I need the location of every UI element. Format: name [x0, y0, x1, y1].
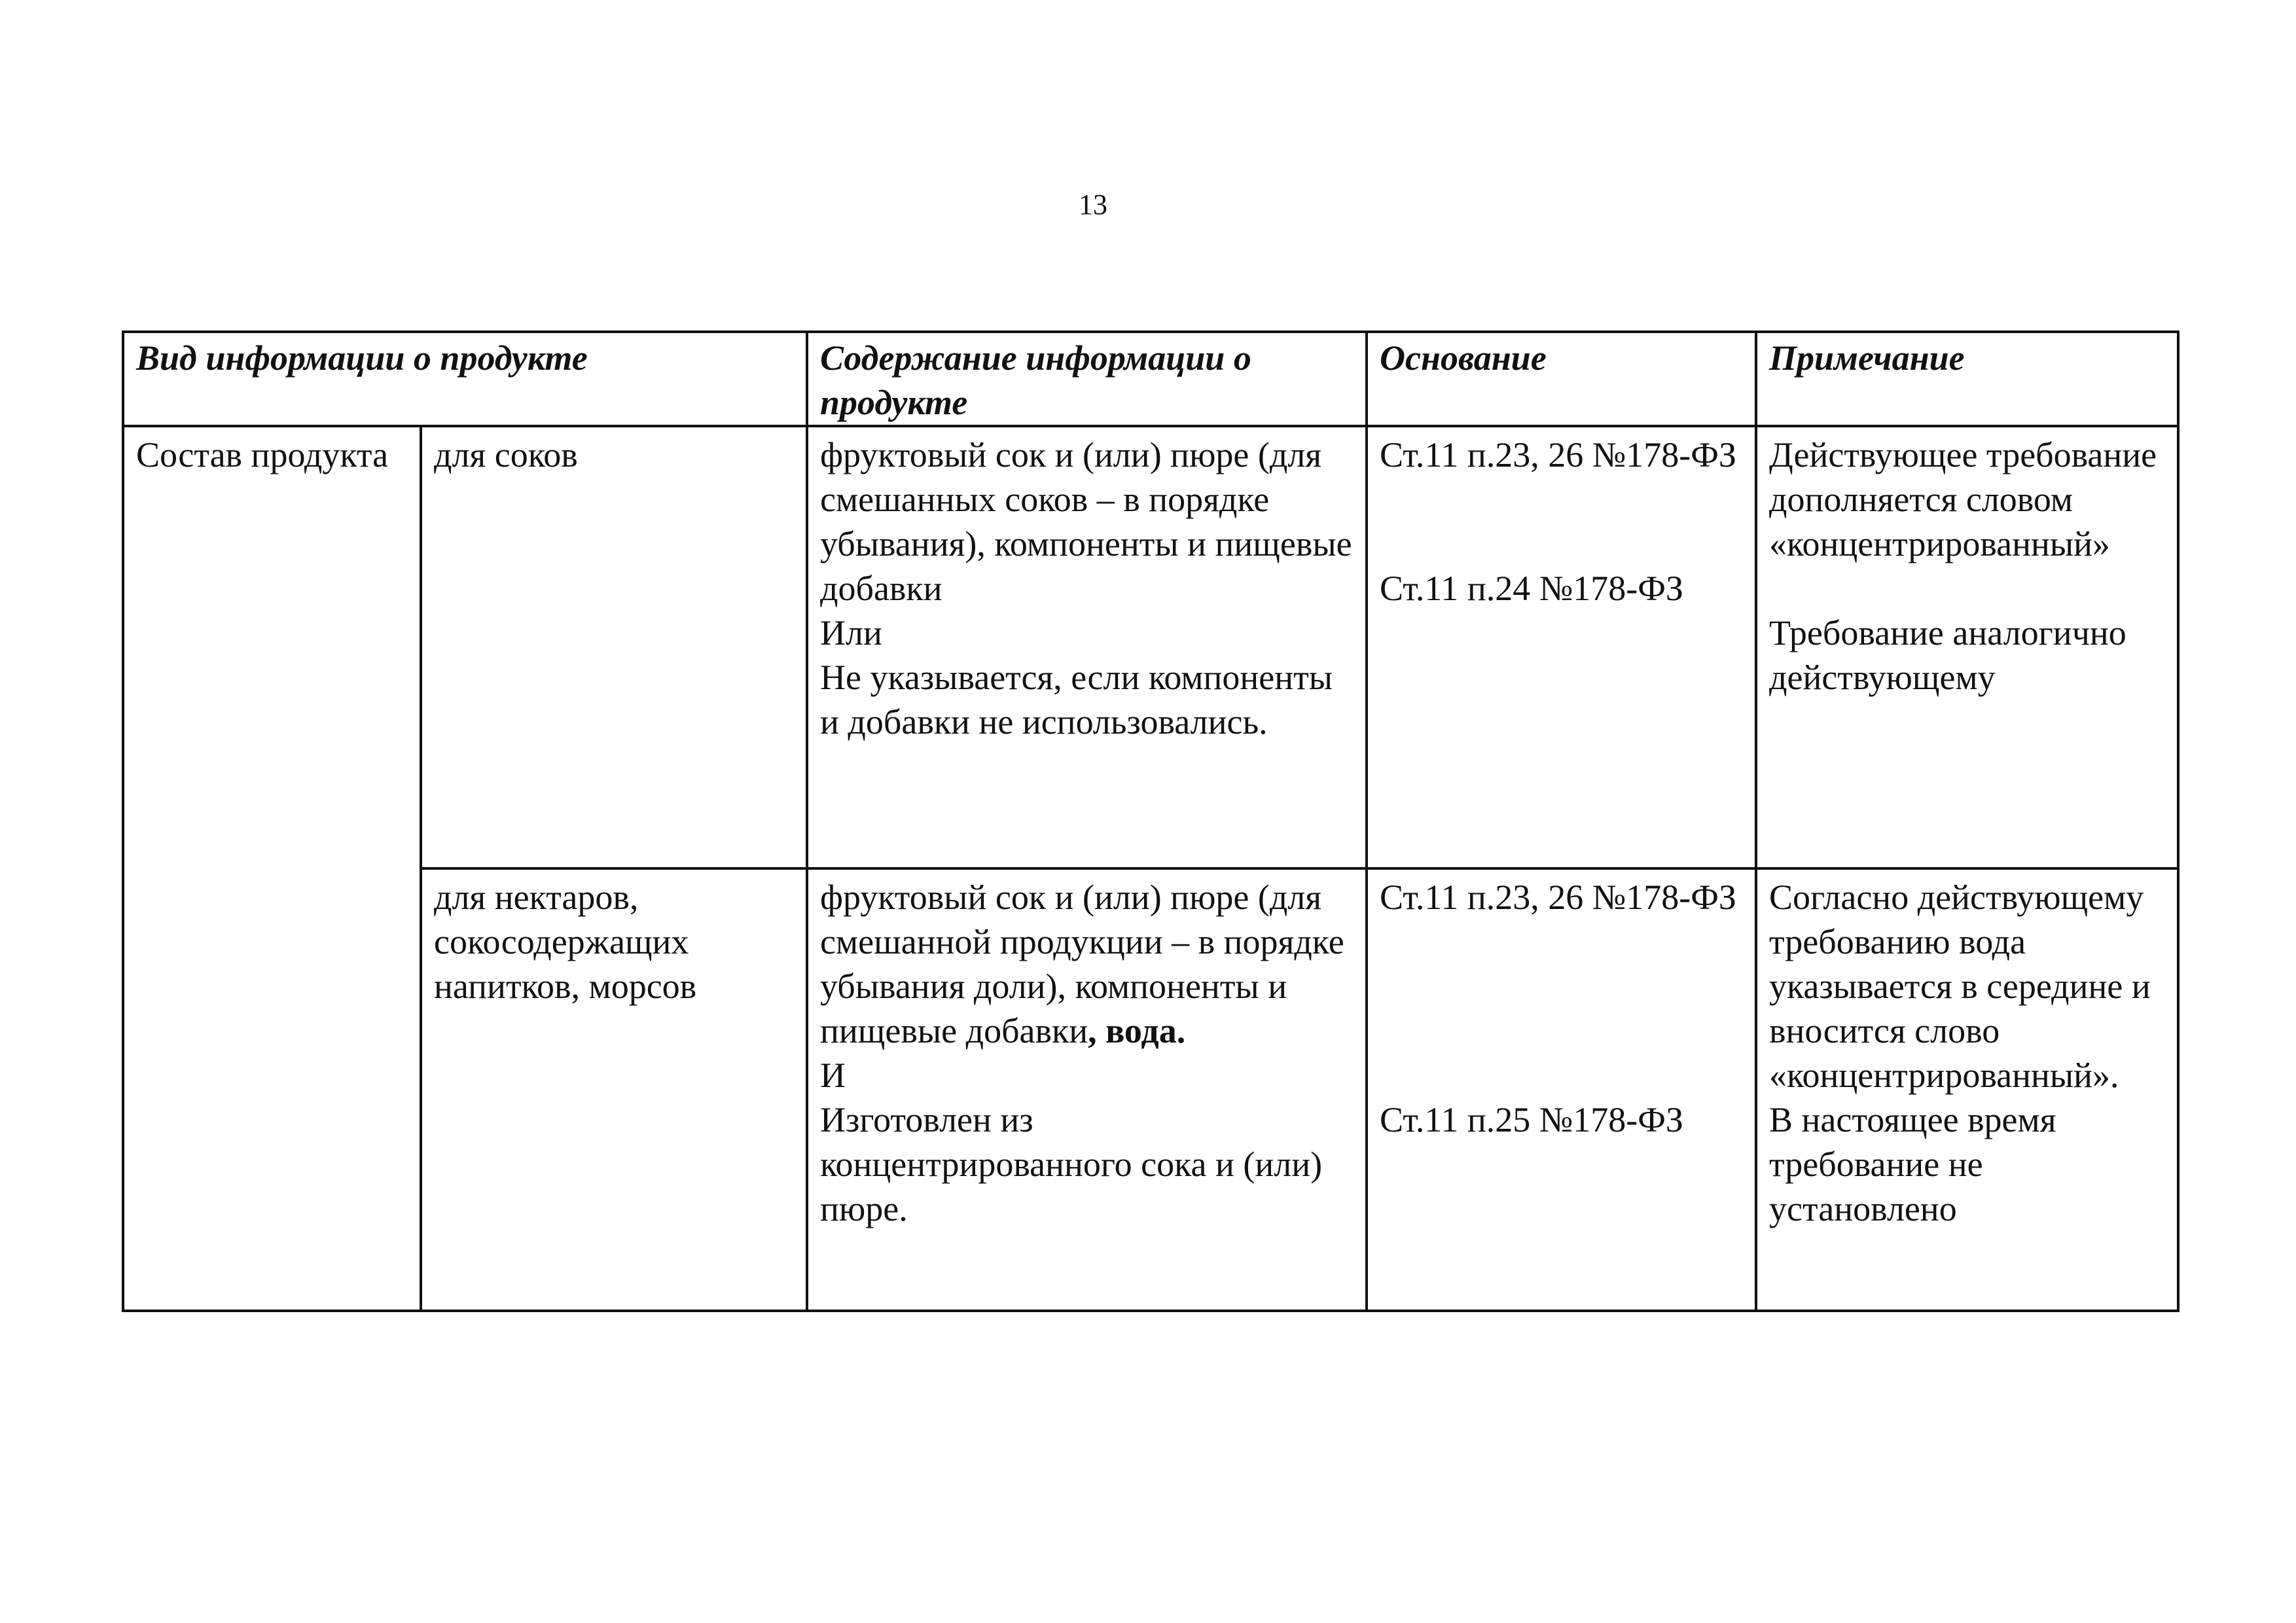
content-primary: [820, 875, 1354, 1053]
product-cell: для нектаров, сокосодержащих напитков, морсов: [421, 868, 807, 1311]
table-header-row: [123, 332, 2178, 426]
content-cell: [807, 868, 1367, 1311]
note-primary: Действующее требование дополняется словом «концентрированный»: [1769, 435, 2157, 563]
basis-cell: [1367, 868, 1756, 1311]
basis-alternative: Ст.11 п.25 №178-ФЗ: [1380, 1100, 1683, 1139]
basis-primary: Ст.11 п.23, 26 №178-ФЗ: [1380, 878, 1736, 917]
table-row: [123, 868, 2178, 1311]
category-cell: Состав продукта: [123, 426, 421, 1311]
basis-primary: Ст.11 п.23, 26 №178-ФЗ: [1380, 435, 1736, 474]
page-number: 13: [1079, 188, 1107, 221]
content-connector: Или: [820, 613, 882, 652]
header-note: Примечание: [1756, 332, 2178, 426]
note-primary: Согласно действующему требованию вода указывается в середине и вносится слово «концентрированный».: [1769, 878, 2151, 1095]
basis-spacer: [1380, 1008, 1743, 1053]
note-alternative: Требование аналогично действующему: [1769, 613, 2126, 697]
table-row: [123, 426, 2178, 868]
header-basis: Основание: [1367, 332, 1756, 426]
content-primary-text: фруктовый сок и (или) пюре (для смешанной продукции – в порядке убывания доли), компоненты и пищевые добавки: [820, 878, 1344, 1050]
info-table: [122, 330, 2179, 1312]
content-primary: фруктовый сок и (или) пюре (для смешанных соков – в порядке убывания), компоненты и пищевые добавки: [820, 435, 1352, 608]
content-alternative: Не указывается, если компоненты и добавки не использовались.: [820, 658, 1333, 741]
note-spacer: [1769, 566, 2165, 611]
content-alternative: Изготовлен из концентрированного сока и (или) пюре.: [820, 1100, 1323, 1228]
product-cell: для соков: [421, 426, 807, 868]
header-info-type: Вид информации о продукте: [123, 332, 807, 426]
basis-alternative: Ст.11 п.24 №178-ФЗ: [1380, 569, 1683, 608]
content-water-emphasis: , вода.: [1088, 1011, 1186, 1050]
note-cell: [1756, 868, 2178, 1311]
header-content: Содержание информации о продукте: [807, 332, 1367, 426]
note-cell: [1756, 426, 2178, 868]
basis-spacer: [1380, 1053, 1743, 1097]
basis-spacer: [1380, 522, 1743, 566]
note-alternative: В настоящее время требование не установлено: [1769, 1100, 2056, 1228]
basis-spacer: [1380, 919, 1743, 964]
basis-cell: [1367, 426, 1756, 868]
content-connector: И: [820, 1056, 846, 1095]
content-cell: [807, 426, 1367, 868]
basis-spacer: [1380, 964, 1743, 1008]
basis-spacer: [1380, 477, 1743, 522]
